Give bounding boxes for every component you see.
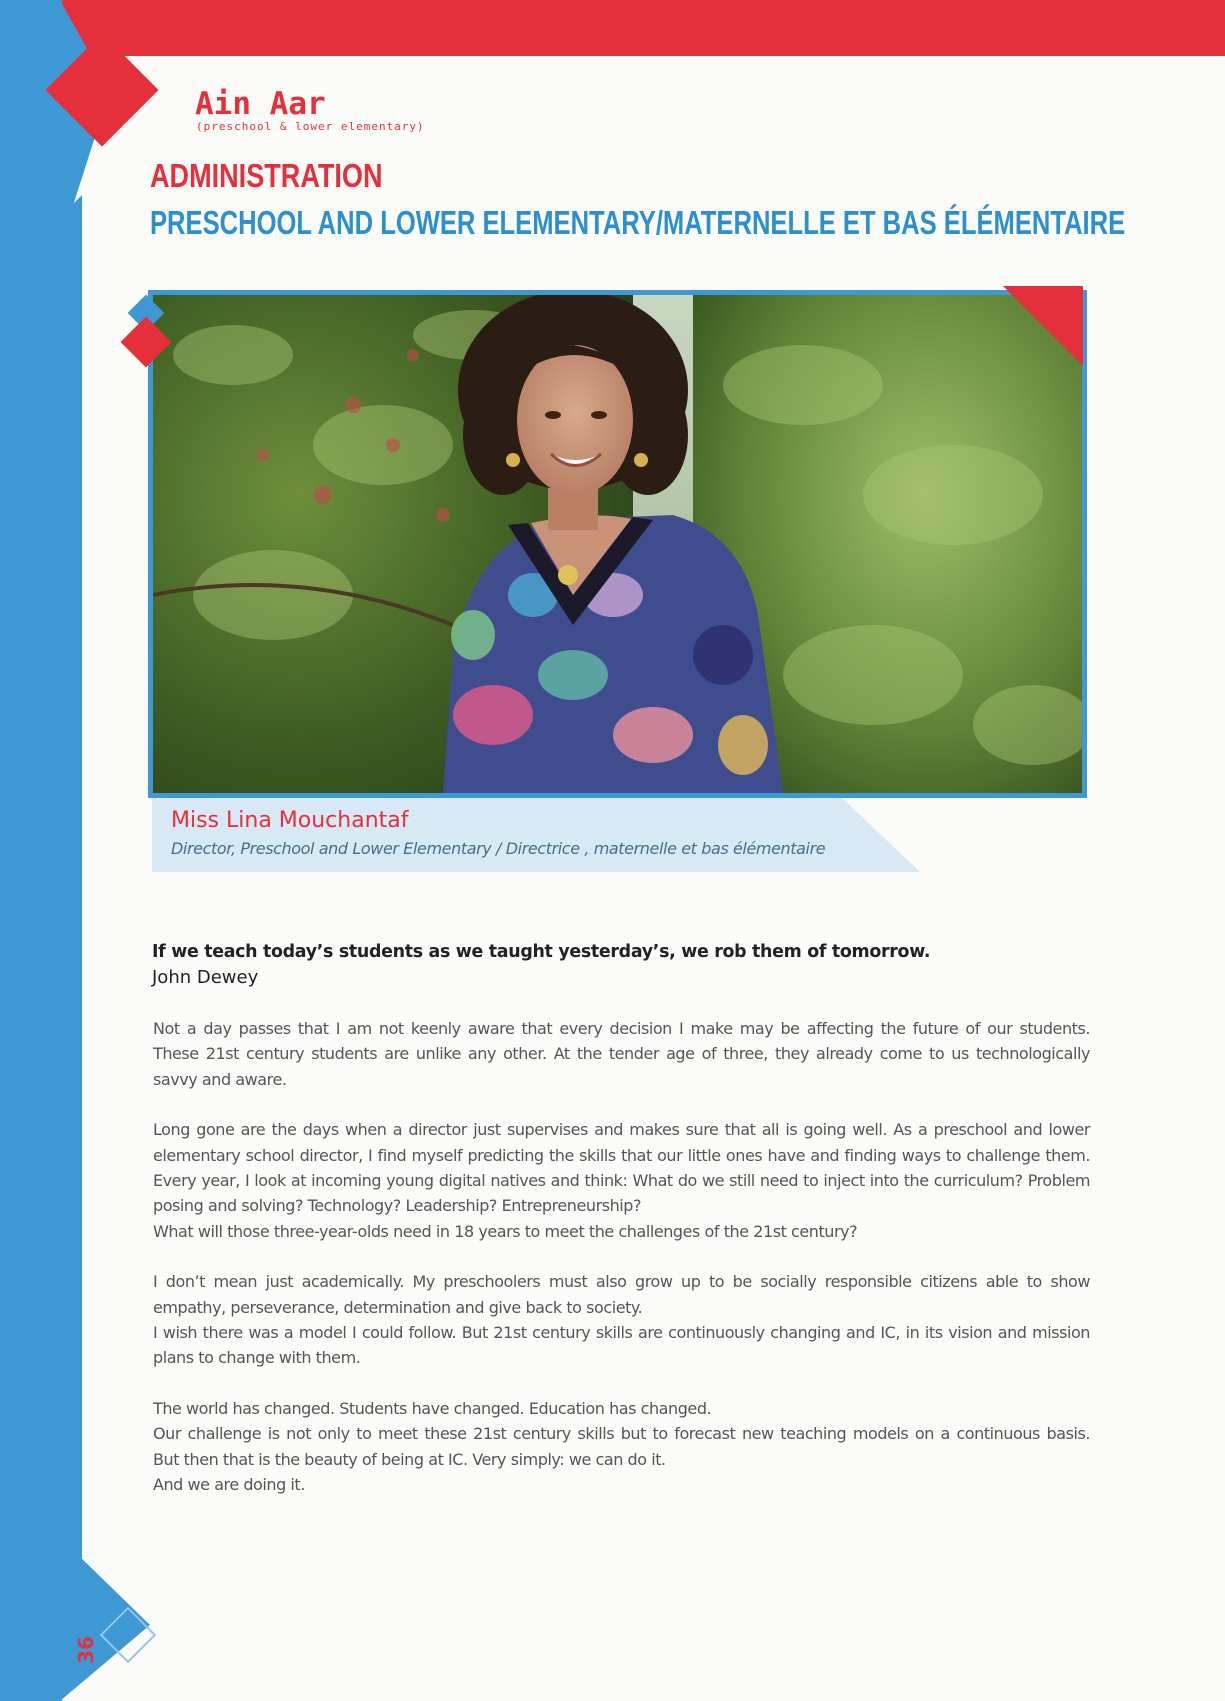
body-line: And we are doing it. (153, 1475, 305, 1495)
body-line: But then that is the beauty of being at IC. Very simply: we can do it. (153, 1449, 666, 1469)
portrait-illustration (153, 295, 1082, 793)
paragraph-4 (153, 1396, 1090, 1498)
paragraph-1 (153, 1016, 1090, 1092)
body-line: What will those three-year-olds need in 18 years to meet the challenges of the 21st century? (153, 1221, 858, 1241)
body-line: posing and solving? Technology? Leadership? Entrepreneurship? (153, 1196, 642, 1216)
person-role: Director, Preschool and Lower Elementary / Directrice , maternelle et bas élémentaire (171, 839, 826, 858)
logo-subtitle: (preschool & lower elementary) (196, 120, 425, 133)
body-line: Our challenge is not only to meet these 21st century skills but to forecast new teaching models on a continuous basis. (153, 1424, 1090, 1444)
top-red-band (60, 0, 1225, 56)
body-line: savvy and aware. (153, 1069, 287, 1089)
body-line: Every year, I look at incoming young digital natives and think: What do we still need to inject into the curriculum? Problem (153, 1171, 1090, 1191)
body-line: elementary school director, I find myself predicting the skills that our little ones have and finding ways to challenge them. (153, 1145, 1090, 1165)
page-subtitle: PRESCHOOL AND LOWER ELEMENTARY/MATERNELLE ET BAS ÉLÉMENTAIRE (150, 204, 1126, 241)
body-line: These 21st century students are unlike any other. At the tender age of three, they already come to us technologically (153, 1044, 1090, 1064)
body-line: Long gone are the days when a director just supervises and makes sure that all is going well. As a preschool and lower (153, 1120, 1090, 1140)
logo-name: Ain Aar (195, 86, 326, 122)
body-line: I wish there was a model I could follow. But 21st century skills are continuously changing and IC, in its vision and mission (153, 1323, 1090, 1343)
left-blue-band (0, 0, 82, 1701)
body-line: I don’t mean just academically. My preschoolers must also grow up to be socially responsible citizens able to show (153, 1272, 1090, 1292)
page-number: 36 (74, 1636, 98, 1664)
quote-text: If we teach today’s students as we taught yesterday’s, we rob them of tomorrow. (152, 942, 931, 962)
body-line: plans to change with them. (153, 1348, 361, 1368)
person-name: Miss Lina Mouchantaf (171, 808, 409, 833)
body-line: The world has changed. Students have changed. Education has changed. (153, 1398, 712, 1418)
portrait-photo (148, 290, 1087, 798)
body-text (153, 1016, 1090, 1523)
page-title: ADMINISTRATION (150, 157, 383, 194)
paragraph-2 (153, 1117, 1090, 1244)
body-line: empathy, perseverance, determination and give back to society. (153, 1297, 643, 1317)
paragraph-3 (153, 1269, 1090, 1371)
body-line: Not a day passes that I am not keenly aware that every decision I make may be affecting the future of our students. (153, 1019, 1090, 1038)
quote-author: John Dewey (152, 967, 259, 988)
